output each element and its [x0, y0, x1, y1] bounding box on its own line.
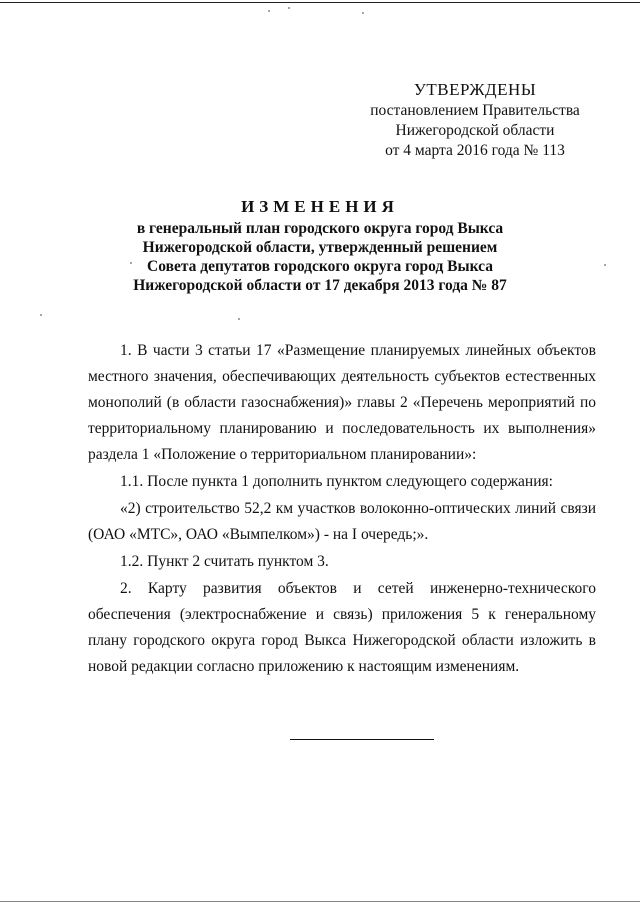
document-title: ИЗМЕНЕНИЯ — [241, 197, 399, 216]
approval-heading: УТВЕРЖДЕНЫ — [413, 80, 537, 99]
subtitle-line: Совета депутатов городского округа город Выкса — [147, 258, 493, 275]
approval-line: Нижегородской области — [395, 122, 555, 139]
body-paragraph: 2. Карту развития объектов и сетей инженерно-технического обеспечения (электроснабжение и связь) приложения 5 к генеральному плану городского округа город Выкса Нижегородской области изложить в новой редакции согласно приложению к настоящим изменениям. — [88, 580, 596, 675]
approval-stamp — [360, 80, 590, 161]
approval-line: от 4 марта 2016 года № 113 — [385, 142, 565, 159]
scan-speck — [604, 264, 606, 266]
scan-speck — [40, 314, 42, 316]
scan-speck — [288, 7, 290, 9]
document-body — [88, 338, 596, 680]
top-border-line — [0, 2, 640, 3]
body-paragraph: 1.1. После пункта 1 дополнить пунктом следующего содержания: — [120, 473, 553, 490]
approval-line: постановлением Правительства — [370, 102, 580, 119]
document-title-block — [100, 197, 540, 295]
body-paragraph: 1. В части 3 статьи 17 «Размещение планируемых линейных объектов местного значения, обеспечивающих деятельность субъектов естественных монополий (в области газоснабжения)» главы 2 «Перечень мероприятий по территориальному планированию и последовательность их выполнения» раздела 1 «Положение о территориальном планировании»: — [88, 342, 596, 463]
scan-speck — [268, 10, 270, 12]
subtitle-line: Нижегородской области от 17 декабря 2013 года № 87 — [133, 277, 507, 294]
scan-speck — [362, 12, 364, 14]
subtitle-line: Нижегородской области, утвержденный решением — [142, 239, 498, 256]
bottom-border-line — [0, 901, 640, 902]
subtitle-line: в генеральный план городского округа город Выкса — [136, 220, 504, 237]
body-paragraph: «2) строительство 52,2 км участков волоконно-оптических линий связи (ОАО «МТС», ОАО «Вымпелком») - на I очередь;». — [88, 500, 596, 543]
scan-speck — [238, 318, 240, 320]
body-paragraph: 1.2. Пункт 2 считать пунктом 3. — [120, 553, 329, 570]
closing-line — [290, 739, 434, 740]
